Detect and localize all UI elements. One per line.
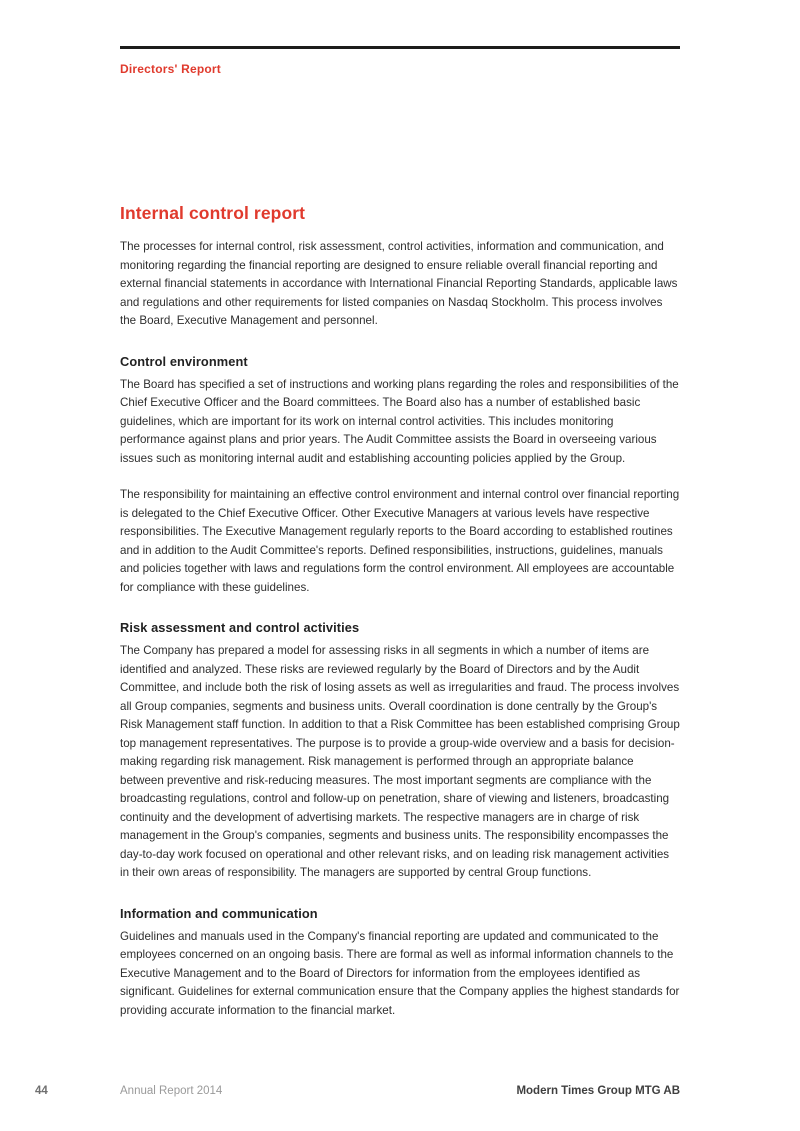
section-heading-control-environment: Control environment xyxy=(120,353,248,369)
information-communication-paragraph: Guidelines and manuals used in the Company's financial reporting are updated and communicated to the employees concerned on an ongoing basis. There are formal as well as informal information channels to the Executive Management and to the Board of Directors for information from the employees identified as significant. Guidelines for external communication ensure that the Company applies the highest standards for providing accurate information to the financial market. xyxy=(120,929,680,1017)
control-environment-paragraph-2: The responsibility for maintaining an effective control environment and internal control over financial reporting is delegated to the Chief Executive Officer. Other Executive Managers at various levels have respective responsibilities. The Executive Management regularly reports to the Board according to established routines and in addition to the Audit Committee's reports. Defined responsibilities, instructions, guidelines, manuals and policies together with laws and regulations form the control environment. All employees are accountable for compliance with these guidelines. xyxy=(120,488,680,594)
company-name: Modern Times Group MTG AB xyxy=(516,1085,680,1097)
page-content xyxy=(120,0,680,1038)
page-title: Internal control report xyxy=(120,203,306,223)
risk-assessment-paragraph: The Company has prepared a model for assessing risks in all segments in which a number of items are identified and analyzed. These risks are reviewed regularly by the Board of Directors and by the Audit Committee, and include both the risk of losing assets as well as irregularities and fraud. The process involves all Group companies, segments and business units. Overall coordination is done centrally by the Group's Risk Management staff function. In addition to that a Risk Committee has been established comprising Group top management representatives. The purpose is to provide a group-wide overview and a basis for decision-making regarding risk management. Risk management is performed through an appropriate balance between preventive and risk-reducing measures. The most important segments are compliance with the broadcasting regulations, control and follow-up on penetration, share of viewing and listeners, broadcasting continuity and the development of advertising markets. The respective managers are in charge of risk management in the Group's companies, segments and business units. The responsibility encompasses the day-to-day work focused on operational and other relevant risks, and on leading risk management activities in their own areas of responsibility. The managers are supported by central Group functions. xyxy=(120,644,680,879)
page-footer xyxy=(0,1085,800,1101)
control-environment-paragraph-1: The Board has specified a set of instructions and working plans regarding the roles and responsibilities of the Chief Executive Officer and the Board committees. The Board also has a number of established basic guidelines, which are important for its work on internal control activities. This includes monitoring performance against plans and prior years. The Audit Committee assists the Board in overseeing various issues such as monitoring internal audit and establishing accounting policies applied by the Group. xyxy=(120,377,679,465)
report-name: Annual Report 2014 xyxy=(120,1085,223,1097)
page-number: 44 xyxy=(35,1085,48,1097)
section-heading-risk-assessment: Risk assessment and control activities xyxy=(120,620,360,635)
section-heading-information-communication: Information and communication xyxy=(120,905,318,921)
header-rule xyxy=(120,46,680,49)
intro-paragraph: The processes for internal control, risk assessment, control activities, information and communication, and monitoring regarding the financial reporting are designed to ensure reliable overall financial reporting and external financial statements in accordance with International Financial Reporting Standards, applicable laws and regulations and other requirements for listed companies on Nasdaq Stockholm. This process involves the Board, Executive Management and personnel. xyxy=(120,240,678,327)
section-kicker: Directors' Report xyxy=(120,62,221,76)
